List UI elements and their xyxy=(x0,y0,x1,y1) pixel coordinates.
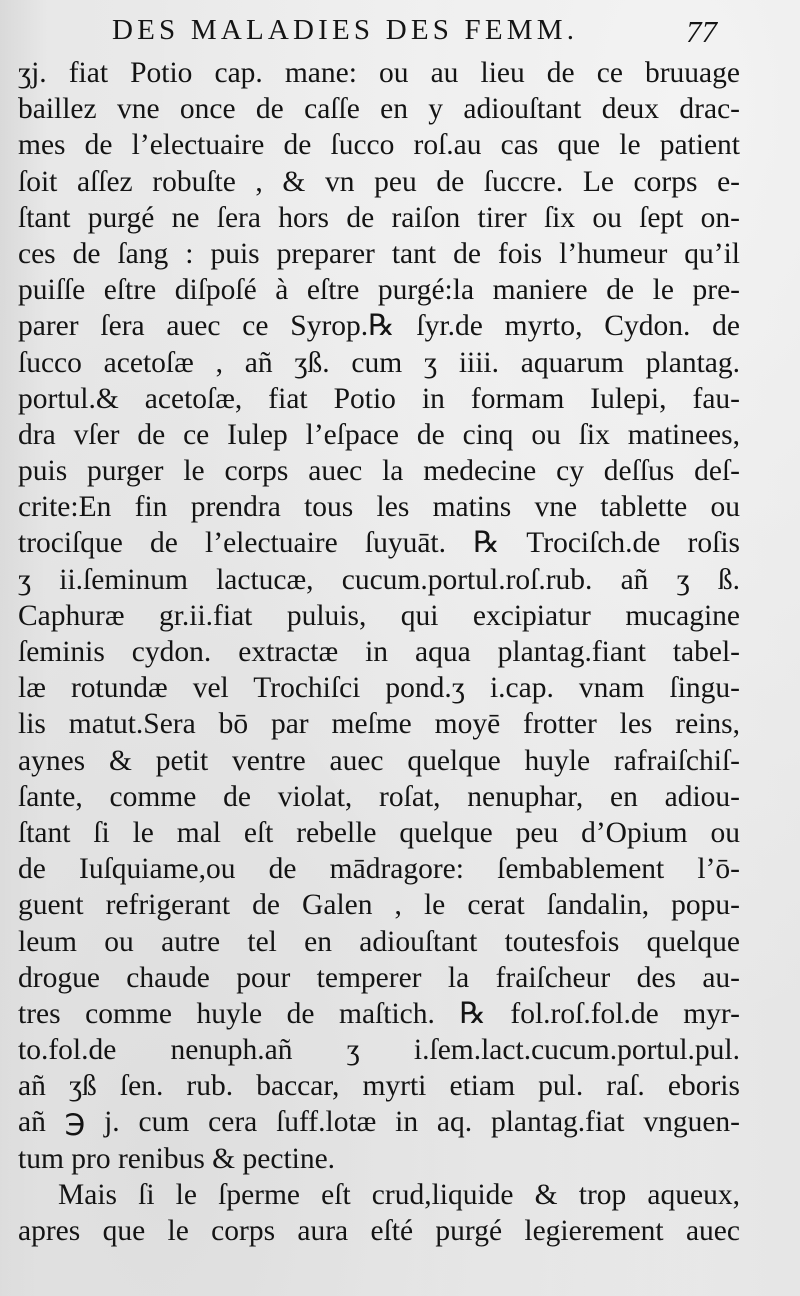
text-line: de Iuſquiame,ou de mādragore: ſembablement l’ō- xyxy=(18,853,740,886)
text-line: tum pro renibus & pectine. xyxy=(18,1142,336,1175)
text-line: læ rotundæ vel Trochiſci pond.ʒ i.cap. vnam ſingu- xyxy=(18,672,740,705)
text-line: Mais ſi le ſperme eſt crud,liquide & trop aqueux, xyxy=(58,1178,740,1211)
text-line: puis purger le corps auec la medecine cy deſſus deſ- xyxy=(18,455,740,488)
text-line: añ ʒß ſen. rub. baccar, myrti etiam pul. raſ. eboris xyxy=(18,1070,740,1103)
text-line: dra vſer de ce Iulep l’eſpace de cinq ou ſix matinees, xyxy=(18,418,740,451)
text-line: ſoit aſſez robuſte , & vn peu de ſuccre. Le corps e- xyxy=(18,165,740,198)
text-line: parer ſera auec ce Syrop.℞ ſyr.de myrto, Cydon. de xyxy=(18,310,740,343)
text-line: baillez vne once de caſſe en y adiouſtant deux drac- xyxy=(18,93,740,126)
text-line: ſucco acetoſæ , añ ʒß. cum ʒ iiii. aquarum plantag. xyxy=(18,346,740,379)
text-line: ʒj. fiat Potio cap. mane: ou au lieu de ce bruuage xyxy=(18,57,740,89)
text-line: to.fol.de nenuph.añ ʒ i.ſem.lact.cucum.portul.pul. xyxy=(18,1034,740,1067)
text-line: portul.& acetoſæ, fiat Potio in formam Iulepi, fau- xyxy=(18,382,740,415)
page-number: 77 xyxy=(686,14,717,49)
running-title: DES MALADIES DES FEMM. xyxy=(112,14,579,46)
text-line: trociſque de l’electuaire ſuyuāt. ℞ Trociſch.de roſis xyxy=(18,527,740,560)
text-line: mes de l’electuaire de ſucco roſ.au cas que le patient xyxy=(18,129,740,162)
text-line: crite:En fin prendra tous les matins vne tablette ou xyxy=(18,491,740,524)
text-line: ʒ ii.ſeminum lactucæ, cucum.portul.roſ.rub. añ ʒ ß. xyxy=(18,563,740,596)
page-header xyxy=(0,14,800,54)
text-line: aynes & petit ventre auec quelque huyle rafraiſchiſ- xyxy=(18,744,740,777)
text-line: guent refrigerant de Galen , le cerat ſandalin, popu- xyxy=(18,889,740,922)
text-line: ſeminis cydon. extractæ in aqua plantag.fiant tabel- xyxy=(18,636,740,668)
text-line: ſante, comme de violat, roſat, nenuphar, en adiou- xyxy=(18,780,740,813)
text-line: apres que le corps aura eſté purgé legierement auec xyxy=(18,1215,740,1247)
text-line: tres comme huyle de maſtich. ℞ fol.roſ.fol.de myr- xyxy=(18,997,740,1030)
text-line: añ ℈ j. cum cera ſuff.lotæ in aq. plantag.fiat vnguen- xyxy=(18,1106,740,1139)
text-line: lis matut.Sera bō par meſme moyē frotter les reins, xyxy=(18,708,740,741)
body-text xyxy=(18,55,740,1249)
text-line: puiſſe eſtre diſpoſé à eſtre purgé:la maniere de le pre- xyxy=(18,274,740,307)
text-line: drogue chaude pour temperer la fraiſcheur des au- xyxy=(18,961,740,994)
text-line: ſtant ſi le mal eſt rebelle quelque peu d’Opium ou xyxy=(18,816,740,849)
text-line: leum ou autre tel en adiouſtant toutesfois quelque xyxy=(18,925,740,958)
text-line: Caphuræ gr.ii.fiat puluis, qui excipiatur mucagine xyxy=(18,599,740,632)
text-line: ces de ſang : puis preparer tant de fois l’humeur qu’il xyxy=(18,237,740,270)
text-line: ſtant purgé ne ſera hors de raiſon tirer ſix ou ſept on- xyxy=(18,201,740,234)
